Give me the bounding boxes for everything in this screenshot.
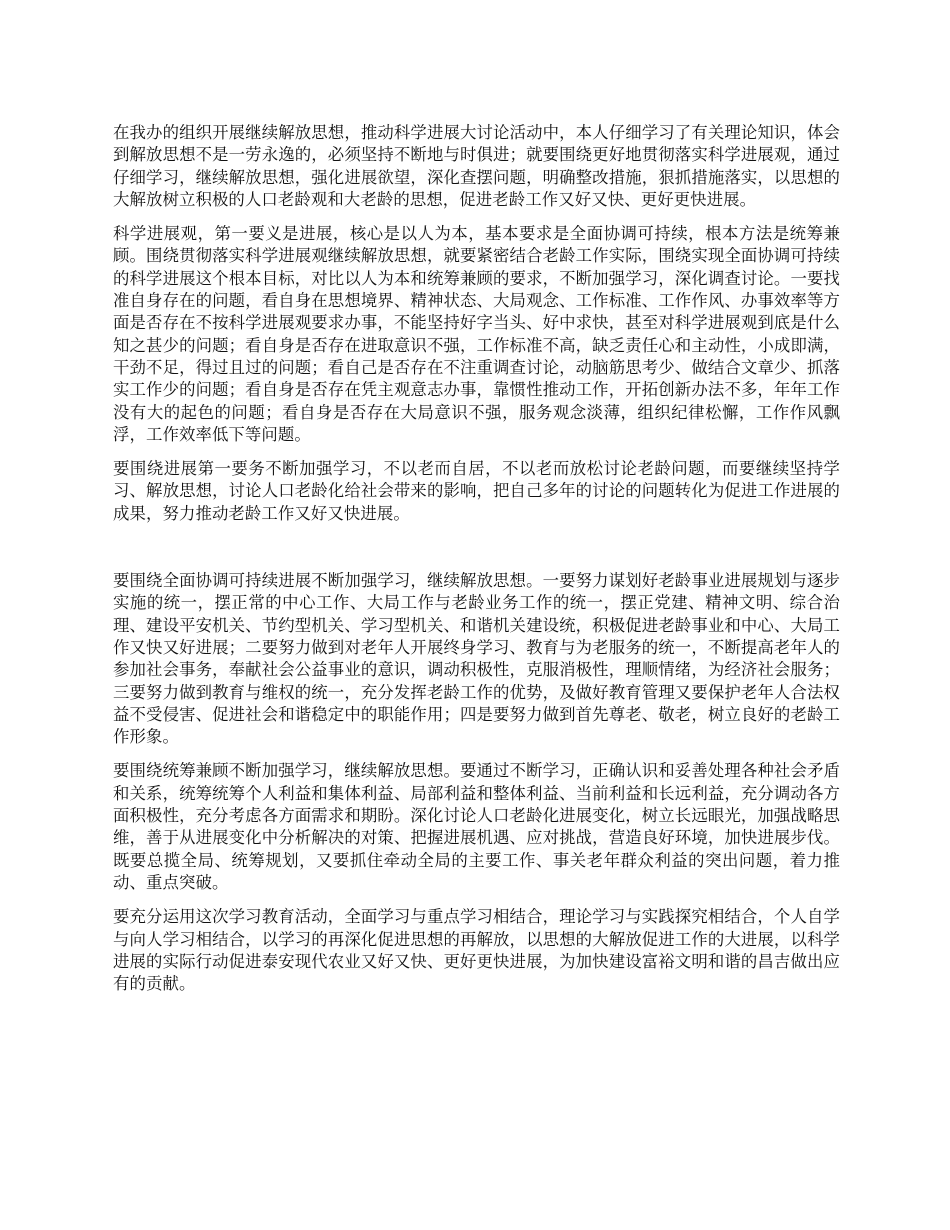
paragraph-1: 在我办的组织开展继续解放思想，推动科学进展大讨论活动中，本人仔细学习了有关理论知识，体会到解放思想不是一劳永逸的，必须坚持不断地与时俱进；就要围绕更好地贯彻落实科学进展观，通过仔细学习，继续解放思想，强化进展欲望，深化查摆问题，明确整改措施，狠抓措施落实，以思想的大解放树立积极的人口老龄观和大老龄的思想，促进老龄工作又好又快、更好更快进展。 (113, 123, 840, 209)
document-page (113, 122, 840, 995)
paragraph-3: 要围绕进展第一要务不断加强学习，不以老而自居，不以老而放松讨论老龄问题，而要继续坚持学习、解放思想，讨论人口老龄化给社会带来的影响，把自己多年的讨论的问题转化为促进工作进展的成果，努力推动老龄工作又好又快进展。 (113, 459, 840, 523)
paragraph-5: 要围绕统筹兼顾不断加强学习，继续解放思想。要通过不断学习，正确认识和妥善处理各种社会矛盾和关系，统筹统筹个人利益和集体利益、局部利益和整体利益、当前利益和长远利益，充分调动各方面积极性，充分考虑各方面需求和期盼。深化讨论人口老龄化进展变化，树立长远眼光，加强战略思维，善于从进展变化中分析解决的对策、把握进展机遇、应对挑战，营造良好环境，加快进展步伐。既要总揽全局、统筹规划，又要抓住牵动全局的主要工作、事关老年群众利益的突出问题，着力推动、重点突破。 (113, 761, 840, 892)
paragraph-6: 要充分运用这次学习教育活动，全面学习与重点学习相结合，理论学习与实践探究相结合，个人自学与向人学习相结合，以学习的再深化促进思想的再解放，以思想的大解放促进工作的大进展，以科学进展的实际行动促进泰安现代农业又好又快、更好更快进展，为加快建设富裕文明和谐的昌吉做出应有的贡献。 (113, 907, 840, 994)
paragraph-2: 科学进展观，第一要义是进展，核心是以人为本，基本要求是全面协调可持续，根本方法是统筹兼顾。围绕贯彻落实科学进展观继续解放思想，就要紧密结合老龄工作实际，围绕实现全面协调可持续的科学进展这个根本目标，对比以人为本和统筹兼顾的要求，不断加强学习，深化调查讨论。一要找准自身存在的问题，看自身在思想境界、精神状态、大局观念、工作标准、工作作风、办事效率等方面是否存在不按科学进展观要求办事，不能坚持好字当头、好中求快，甚至对科学进展观到底是什么知之甚少的问题；看自身是否存在进取意识不强，工作标准不高，缺乏责任心和主动性，小成即满，干劲不足，得过且过的问题；看自己是否存在不注重调查讨论，动脑筋思考少、做结合文章少、抓落实工作少的问题；看自身是否存在凭主观意志办事，靠惯性推动工作，开拓创新办法不多，年年工作没有大的起色的问题；看自身是否存在大局意识不强，服务观念淡薄，组织纪律松懈，工作作风飘浮，工作效率低下等问题。 (113, 224, 840, 444)
paragraph-4: 要围绕全面协调可持续进展不断加强学习，继续解放思想。一要努力谋划好老龄事业进展规划与逐步实施的统一，摆正常的中心工作、大局工作与老龄业务工作的统一，摆正党建、精神文明、综合治理、建设平安机关、节约型机关、学习型机关、和谐机关建设统，积极促进老龄事业和中心、大局工作又快又好进展；二要努力做到对老年人开展终身学习、教育与为老服务的统一，不断提高老年人的参加社会事务，奉献社会公益事业的意识，调动积极性，克服消极性，理顺情绪，为经济社会服务；三要努力做到教育与维权的统一，充分发挥老龄工作的优势，及做好教育管理又要保护老年人合法权益不受侵害、促进社会和谐稳定中的职能作用；四是要努力做到首先尊老、敬老，树立良好的老龄工作形象。 (113, 571, 840, 747)
